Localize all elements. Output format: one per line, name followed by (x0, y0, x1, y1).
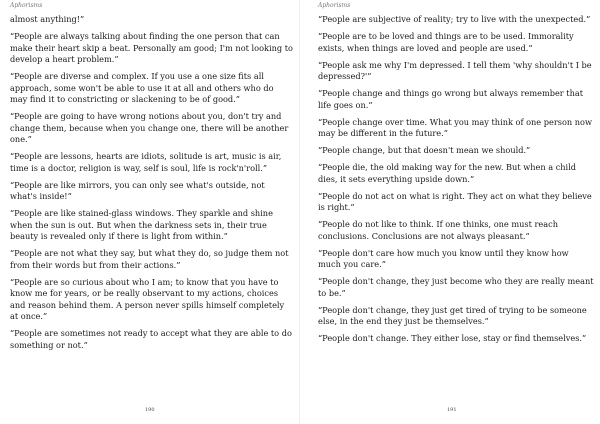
quote-paragraph: “People don't change. They either lose, stay or find themselves.” (318, 333, 587, 343)
page-number: 191 (447, 407, 457, 413)
running-header: Aphorisms (318, 2, 351, 9)
quote-paragraph: “People are always talking about finding the one person that can make their heart skip a beat. Personally am good; I'm not looking to develop a heart problem.” (10, 31, 293, 64)
quote-paragraph: “People change over time. What you may think of one person now may be different in the future.” (318, 116, 592, 138)
quote-paragraph: almost anything!” (10, 14, 85, 24)
quote-paragraph: “People ask me why I'm depressed. I tell them 'why shouldn't I be depressed?'” (318, 59, 592, 81)
quote-paragraph: “People die, the old making way for the new. But when a child dies, it sets everything upside down.” (318, 162, 577, 184)
quote-paragraph: “People don't change, they just get tired of trying to be someone else, in the end they just be themselves.” (318, 304, 587, 326)
quote-paragraph: “People are to be loved and things are to be used. Immorality exists, when things are loved and people are used.” (318, 31, 574, 53)
quote-paragraph: “People are lessons, hearts are idiots, solitude is art, music is air, time is a doctor, religion is way, self is soul, life is rock'n'roll.” (10, 151, 282, 173)
quote-paragraph: “People are going to have wrong notions about you, don't try and change them, because when you change one, there will be another one.” (10, 111, 289, 144)
quote-paragraph: “People do not like to think. If one thinks, one must reach conclusions. Conclusions are not always pleasant.” (318, 219, 558, 241)
running-header: Aphorisms (10, 2, 43, 9)
quote-paragraph: “People are like mirrors, you can only see what's outside, not what's inside!” (10, 179, 265, 201)
quote-paragraph: “People are subjective of reality; try to live with the unexpected.” (318, 14, 591, 24)
page-body (10, 14, 293, 357)
quote-paragraph: “People are like stained-glass windows. They sparkle and shine when the sun is out. But when the darkness sets in, their true beauty is revealed only if there is light from within.” (10, 208, 273, 241)
quote-paragraph: “People do not act on what is right. They act on what they believe is right.” (318, 190, 592, 212)
right-page (300, 0, 600, 424)
quote-paragraph: “People are sometimes not ready to accept what they are able to do something or not.” (10, 328, 292, 350)
quote-paragraph: “People are so curious about who I am; to know that you have to know me for years, or be really observant to my actions, choices and reason behind them. A person never spills himself completely at once.” (10, 276, 285, 321)
quote-paragraph: “People change and things go wrong but always remember that life goes on.” (318, 88, 584, 110)
quote-paragraph: “People are diverse and complex. If you use a one size fits all approach, some won't be able to use it at all and others who do may find it to constricting or slackening to be of good.” (10, 71, 274, 104)
quote-paragraph: “People change, but that doesn't mean we should.” (318, 145, 531, 155)
page-number: 190 (145, 407, 155, 413)
quote-paragraph: “People don't care how much you know until they know how much you care.” (318, 247, 569, 269)
quote-paragraph: “People don't change, they just become who they are really meant to be.” (318, 276, 594, 298)
quote-paragraph: “People are not what they say, but what they do, so judge them not from their words but from their actions.” (10, 248, 289, 270)
page-body (318, 14, 594, 350)
